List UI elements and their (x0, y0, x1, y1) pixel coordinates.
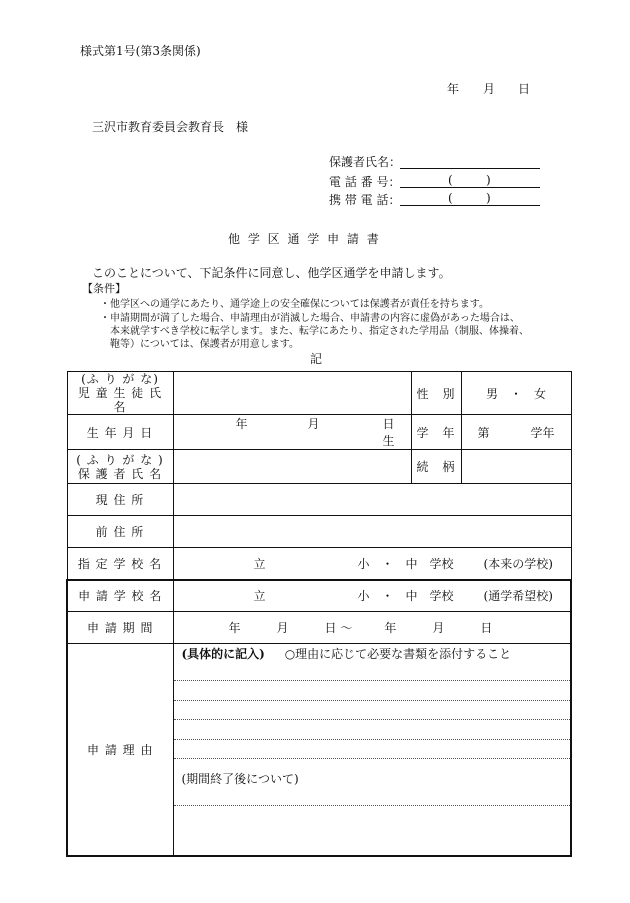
reason-instruction-bold: (具体的に記入) (181, 647, 265, 661)
designated-school-label: 指 定 学 校 名 (67, 548, 173, 580)
current-address-label: 現 住 所 (67, 484, 173, 516)
birth-day-unit: 日 生 (382, 417, 395, 448)
guardian-name-table-label: 保 護 者 氏 名 (77, 466, 163, 481)
birthdate-label: 生 年 月 日 (67, 415, 173, 450)
grade-suffix: 学年 (530, 425, 555, 440)
after-period-line[interactable] (174, 806, 571, 825)
date-year: 年 (447, 82, 460, 96)
relation-label: 続 柄 (411, 450, 461, 484)
reason-line[interactable] (174, 720, 571, 740)
mobile-label: 携 帯 電 話： (329, 193, 401, 207)
reason-line[interactable] (174, 681, 571, 701)
condition-line-2: ・申請期間が満了した場合、申請理由が消滅した場合、申請書の内容に虚偽があった場合は、 (100, 313, 520, 324)
reason-instruction: ○理由に応じて必要な書類を添付すること (284, 647, 512, 661)
gender-label: 性 別 (411, 372, 461, 415)
period-day-end: 日 (480, 621, 493, 635)
reason-line[interactable] (174, 701, 571, 721)
reason-label: 申 請 理 由 (67, 644, 173, 856)
student-name-label: 児 童 生 徒 氏 名 (77, 386, 163, 414)
addressee: 三沢市教育委員会教育長 様 (92, 120, 249, 134)
current-address-field[interactable] (173, 484, 571, 516)
reason-line[interactable] (174, 740, 571, 760)
mobile-field[interactable] (400, 205, 540, 206)
phone-paren-open: ( (448, 173, 453, 187)
gender-choice[interactable]: 男 ・ 女 (461, 372, 571, 415)
applied-school-type: 小 ・ 中 学校 (357, 589, 454, 604)
designated-school-note: (本来の学校) (483, 556, 553, 571)
reason-instruction-row (174, 644, 571, 666)
applied-school-label: 申 請 学 校 名 (67, 580, 173, 612)
applied-school-note: (通学希望校) (483, 589, 553, 604)
birth-year-unit: 年 (235, 417, 248, 431)
guardian-name-field[interactable] (400, 168, 540, 169)
furigana-label: (ふ り が な) (81, 372, 159, 386)
birth-month-unit: 月 (307, 417, 320, 431)
guardian-furigana-label: ( ふ り が な ) (76, 452, 164, 467)
reason-field[interactable] (173, 644, 571, 856)
phone-paren-close: ) (486, 173, 491, 187)
after-period-row (174, 759, 571, 786)
student-name-field[interactable] (173, 372, 411, 415)
conditions-heading: 【条件】 (82, 282, 126, 295)
mobile-paren-open: ( (448, 191, 453, 205)
period-day-start: 日 〜 (324, 621, 353, 635)
form-number: 様式第1号(第3条関係) (80, 44, 201, 58)
date-month: 月 (483, 82, 496, 96)
period-month-start: 月 (276, 621, 289, 635)
student-name-label-cell (67, 372, 173, 415)
period-field[interactable] (173, 612, 571, 644)
after-period-label: (期間終了後について) (181, 772, 299, 786)
after-period-line[interactable] (174, 783, 571, 806)
ki-label: 記 (310, 352, 323, 366)
guardian-name-table-field[interactable] (173, 450, 411, 484)
phone-label: 電 話 番 号： (329, 175, 401, 189)
phone-field[interactable] (400, 187, 540, 188)
reason-line[interactable] (174, 666, 571, 681)
previous-address-label: 前 住 所 (67, 516, 173, 548)
guardian-name-label: 保護者氏名： (329, 155, 402, 169)
condition-line-1: ・他学区への通学にあたり、通学途上の安全確保については保護者が責任を持ちます。 (100, 299, 489, 310)
designated-school-ritsu: 立 (253, 556, 266, 571)
grade-field[interactable] (461, 415, 571, 450)
mobile-paren-close: ) (486, 191, 491, 205)
designated-school-field[interactable] (173, 548, 571, 580)
applied-school-ritsu: 立 (253, 589, 266, 604)
period-year-end: 年 (384, 621, 397, 635)
grade-prefix: 第 (477, 425, 490, 440)
guardian-name-label-cell (67, 450, 173, 484)
relation-field[interactable] (461, 450, 571, 484)
condition-line-3: 本来就学すべき学校に転学します。また、転学にあたり、指定された学用品（制服、体操着、 (110, 326, 529, 337)
designated-school-type: 小 ・ 中 学校 (357, 556, 454, 571)
previous-address-field[interactable] (173, 516, 571, 548)
grade-label: 学 年 (411, 415, 461, 450)
intro-text: このことについて、下記条件に同意し、他学区通学を申請します。 (92, 266, 451, 280)
period-month-end: 月 (432, 621, 445, 635)
page-title: 他 学 区 通 学 申 請 書 (228, 232, 381, 246)
date-day: 日 (518, 82, 531, 96)
condition-line-4: 鞄等）については、保護者が用意します。 (110, 339, 299, 350)
application-table (66, 371, 572, 857)
period-label: 申 請 期 間 (67, 612, 173, 644)
applied-school-field[interactable] (173, 580, 571, 612)
birthdate-field[interactable] (173, 415, 411, 450)
period-year-start: 年 (228, 621, 241, 635)
